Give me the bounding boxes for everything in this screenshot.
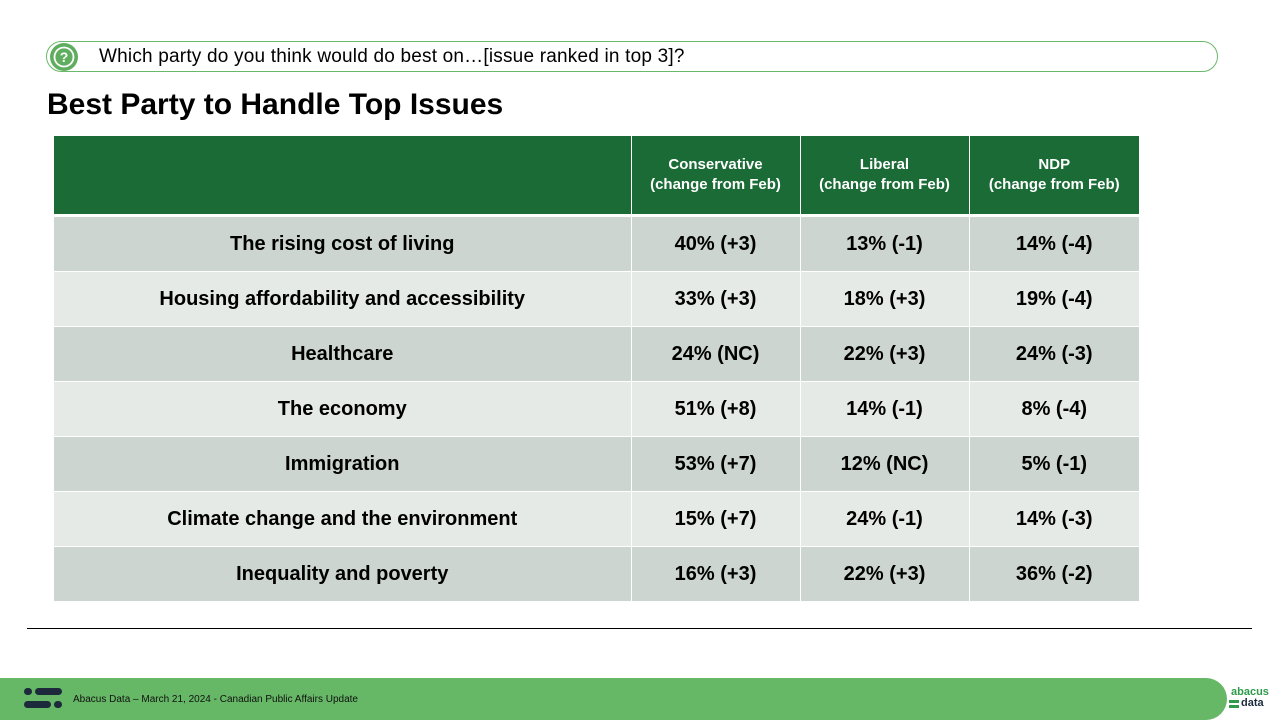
column-name: Conservative xyxy=(668,156,763,173)
value-cell: 22% (+3) xyxy=(800,327,969,382)
footer-bar xyxy=(0,678,1227,720)
issue-cell: The economy xyxy=(54,382,631,437)
table-row xyxy=(54,216,1139,272)
issue-cell: Climate change and the environment xyxy=(54,492,631,547)
table-row xyxy=(54,327,1139,382)
value-cell: 51% (+8) xyxy=(631,382,800,437)
brand-dash-icon xyxy=(1229,700,1239,703)
issue-cell: Healthcare xyxy=(54,327,631,382)
column-subtitle: (change from Feb) xyxy=(819,176,950,193)
page-title: Best Party to Handle Top Issues xyxy=(47,88,504,121)
brand-line-1: abacus xyxy=(1231,686,1269,698)
value-cell: 14% (-3) xyxy=(969,492,1139,547)
value-cell: 24% (NC) xyxy=(631,327,800,382)
table-row xyxy=(54,547,1139,602)
brand-line-2: data xyxy=(1241,697,1264,709)
abacus-brand-logo xyxy=(1229,686,1277,718)
footer-text: Abacus Data – March 21, 2024 - Canadian Public Affairs Update xyxy=(73,694,358,705)
header-conservative xyxy=(631,136,800,216)
column-name: NDP xyxy=(1038,156,1071,173)
value-cell: 36% (-2) xyxy=(969,547,1139,602)
results-table xyxy=(54,136,1139,601)
value-cell: 13% (-1) xyxy=(800,216,969,272)
issue-cell: Inequality and poverty xyxy=(54,547,631,602)
table-row xyxy=(54,272,1139,327)
divider-line xyxy=(27,628,1252,629)
value-cell: 12% (NC) xyxy=(800,437,969,492)
column-name: Liberal xyxy=(859,156,910,173)
value-cell: 14% (-4) xyxy=(969,216,1139,272)
column-subtitle: (change from Feb) xyxy=(650,176,781,193)
question-circle-icon xyxy=(49,42,79,72)
value-cell: 53% (+7) xyxy=(631,437,800,492)
abacus-logo-icon xyxy=(22,688,64,710)
issue-cell: The rising cost of living xyxy=(54,216,631,272)
table-row xyxy=(54,382,1139,437)
table-row xyxy=(54,492,1139,547)
value-cell: 22% (+3) xyxy=(800,547,969,602)
table-row xyxy=(54,437,1139,492)
value-cell: 18% (+3) xyxy=(800,272,969,327)
value-cell: 19% (-4) xyxy=(969,272,1139,327)
brand-dash-icon xyxy=(1229,705,1239,708)
value-cell: 15% (+7) xyxy=(631,492,800,547)
value-cell: 5% (-1) xyxy=(969,437,1139,492)
table-header-row xyxy=(54,136,1139,216)
value-cell: 24% (-1) xyxy=(800,492,969,547)
value-cell: 33% (+3) xyxy=(631,272,800,327)
header-issue xyxy=(54,136,631,216)
question-text: Which party do you think would do best on…[issue ranked in top 3]? xyxy=(99,46,685,67)
header-liberal xyxy=(800,136,969,216)
svg-text:?: ? xyxy=(59,49,69,65)
value-cell: 24% (-3) xyxy=(969,327,1139,382)
issue-cell: Housing affordability and accessibility xyxy=(54,272,631,327)
column-subtitle: (change from Feb) xyxy=(988,176,1120,193)
value-cell: 14% (-1) xyxy=(800,382,969,437)
header-ndp xyxy=(969,136,1139,216)
issue-cell: Immigration xyxy=(54,437,631,492)
question-bar xyxy=(46,41,1218,72)
value-cell: 8% (-4) xyxy=(969,382,1139,437)
value-cell: 16% (+3) xyxy=(631,547,800,602)
value-cell: 40% (+3) xyxy=(631,216,800,272)
